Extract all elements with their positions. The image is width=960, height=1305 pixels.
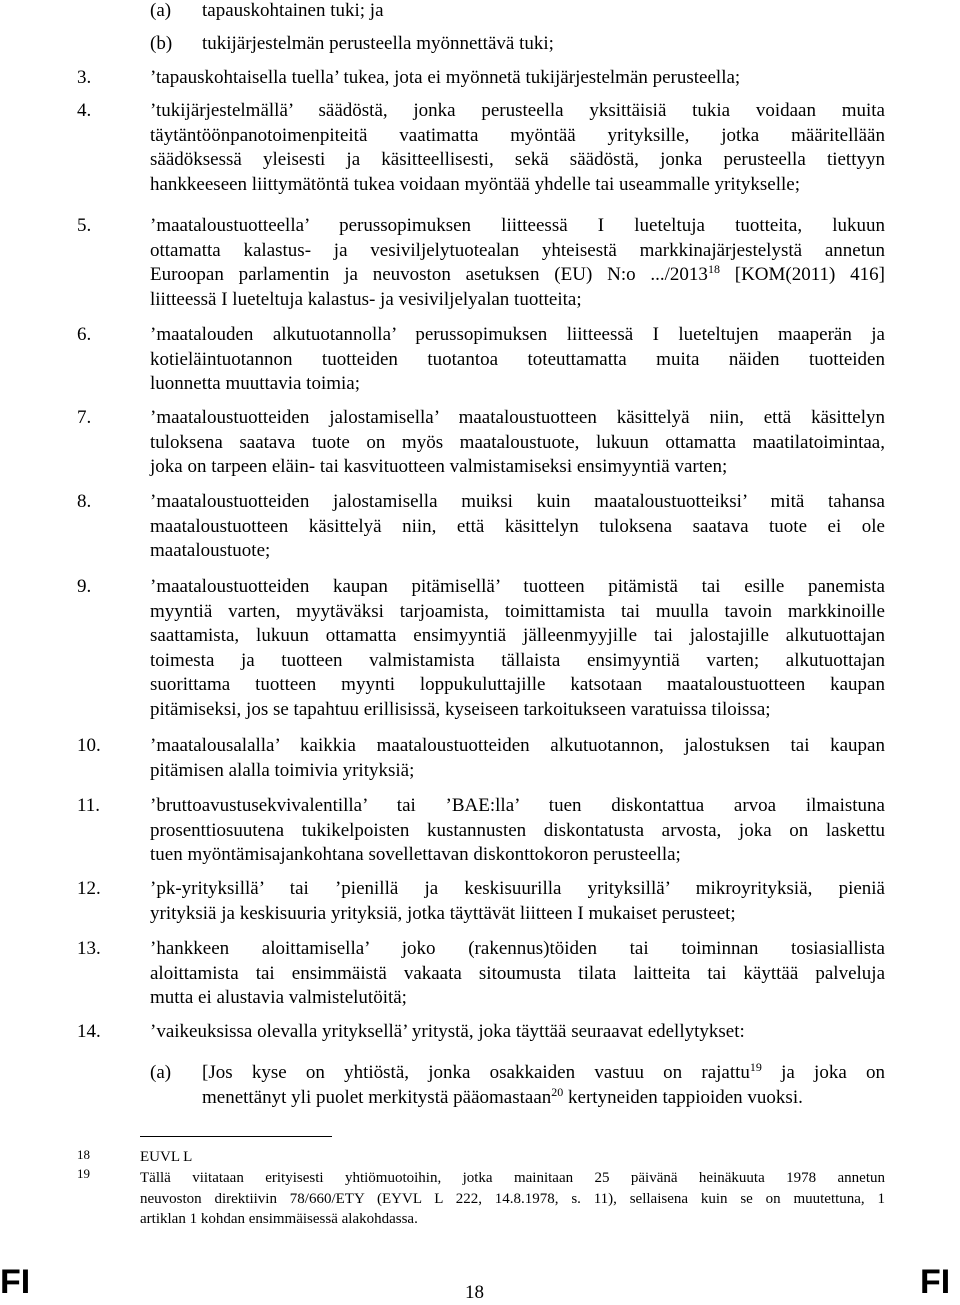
text-line: tuen myöntämisajankohtana sovellettavan diskonttokoron perusteella; bbox=[150, 844, 681, 865]
text-line: ’tukijärjestelmällä’ säädöstä, jonka perusteella yksittäisiä tukia voidaan muita bbox=[150, 100, 885, 121]
text-line: ’maataloustuotteiden kaupan pitämisellä’ tuotteen pitämistä tai esille panemista bbox=[150, 576, 885, 597]
definition-number: 5. bbox=[77, 215, 92, 236]
footnote-line: EUVL L bbox=[140, 1149, 193, 1165]
text-line: ’maataloustuotteiden jalostamisella’ maataloustuotteen käsittelyä niin, että käsittelyn bbox=[150, 407, 885, 428]
text-line: pitämisen alalla toimivia yrityksiä; bbox=[150, 759, 415, 781]
text-line: ottamatta kalastus- ja vesiviljelytuotealan yhteisestä markkinajärjestelystä annetun bbox=[150, 239, 885, 261]
text-part: menettänyt yli puolet merkitystä pääomastaan bbox=[202, 1086, 552, 1108]
definition-number: 6. bbox=[77, 324, 92, 345]
text-line: ’maataloustuotteiden jalostamisella muiksi kuin maataloustuotteiksi’ mitä tahansa bbox=[150, 491, 885, 512]
footnote-ref-20: 20 bbox=[551, 1084, 564, 1099]
text-line-with-footnote bbox=[202, 1086, 885, 1111]
text-line: ’tapauskohtaisella tuella’ tukea, jota ei myönnetä tukijärjestelmän perusteella; bbox=[150, 67, 741, 88]
text-line: ’maataloustuotteella’ perussopimuksen liitteessä I lueteltuja tuotteita, lukuun bbox=[150, 215, 885, 236]
definition-text bbox=[150, 1020, 885, 1045]
footer-language-right: FI bbox=[920, 1263, 951, 1301]
footnote-line: Tällä viitataan erityisesti yhtiömuotoihin, jotka mainitaan 25 päivänä heinäkuuta 1978 annetun bbox=[140, 1170, 885, 1186]
definition-text bbox=[150, 575, 885, 722]
definition-number: 4. bbox=[77, 100, 92, 121]
footer-language-left: FI bbox=[0, 1263, 31, 1301]
definition-number: 12. bbox=[77, 878, 101, 899]
text-line: kotieläintuotannon tuotteiden tuotantoa toteuttamatta muita näiden tuotteiden bbox=[150, 348, 885, 370]
footnote-number-18: 18 bbox=[77, 1147, 90, 1162]
text-line: täytäntöönpanotoimenpiteitä vaatimatta myöntää yrityksille, jotka määritellään bbox=[150, 124, 885, 146]
text-line: pitämiseksi, jos se tapahtuu erillisissä, kyseiseen tarkoitukseen varatuissa tiloissa; bbox=[150, 698, 771, 720]
page-number: 18 bbox=[465, 1282, 484, 1303]
text-line: ’maatalouden alkutuotannolla’ perussopimuksen liitteessä I lueteltujen maaperän ja bbox=[150, 324, 885, 345]
text-line: hankkeeseen liittymätöntä tukea voidaan myöntää yhdelle tai useammalle yritykselle; bbox=[150, 173, 801, 195]
text-part: kertyneiden tappioiden vuoksi. bbox=[563, 1086, 803, 1108]
text-line: säädöksessä yleisesti ja käsitteellisesti, sekä säädöstä, jonka perusteella tiettyyn bbox=[150, 149, 885, 170]
definition-number: 3. bbox=[77, 67, 92, 88]
item-label: (b) bbox=[150, 33, 173, 54]
definition-text bbox=[150, 99, 885, 197]
text-part: [Jos kyse on yhtiöstä, jonka osakkaiden vastuu on rajattu bbox=[202, 1062, 750, 1083]
item-text: tukijärjestelmän perusteella myönnettävä tuki; bbox=[202, 33, 554, 54]
text-line: aloittamista tai ensimmäistä vakaata sitoumusta tilata laitteita tai käyttää palveluja bbox=[150, 962, 885, 984]
definition-text bbox=[150, 877, 885, 926]
definition-number: 7. bbox=[77, 407, 92, 428]
text-line: mutta ei alustavia valmistelutöitä; bbox=[150, 987, 407, 1008]
item-text bbox=[202, 1061, 885, 1110]
text-line: ’pk-yrityksillä’ tai ’pienillä ja keskisuurilla yrityksillä’ mikroyrityksiä, pieniä bbox=[150, 878, 885, 899]
text-line: ’bruttoavustusekvivalentilla’ tai ’BAE:lla’ tuen diskontattua arvoa ilmaistuna bbox=[150, 795, 885, 816]
footnote-18 bbox=[140, 1147, 885, 1168]
text-line: ’vaikeuksissa olevalla yrityksellä’ yritystä, joka täyttää seuraavat edellytykset: bbox=[150, 1021, 745, 1042]
text-line: myyntiä varten, myytäväksi tarjoamista, toimittamista tai muulla tavoin markkinoille bbox=[150, 600, 885, 622]
text-line-with-footnote bbox=[202, 1061, 885, 1086]
item-label: (a) bbox=[150, 1062, 172, 1083]
footnote-line: neuvoston direktiivin 78/660/ETY (EYVL L 222, 14.8.1978, s. 11), sellaisena kuin se on muutettuna, 1 bbox=[140, 1190, 885, 1207]
text-line: maataloustuote; bbox=[150, 540, 271, 561]
definition-text bbox=[150, 66, 885, 91]
text-line: saattamista, lukuun ottamatta ensimyyntiä jälleenmyyjille tai jalostajille alkutuottajan bbox=[150, 625, 885, 646]
item-text: tapauskohtainen tuki; ja bbox=[202, 0, 384, 21]
footnote-ref-18: 18 bbox=[707, 262, 720, 276]
text-line: suorittama tuotteen myynti loppukuluttajille katsotaan maataloustuotteen kaupan bbox=[150, 674, 885, 695]
text-part: [KOM(2011) 416] bbox=[719, 264, 885, 285]
text-part: Euroopan parlamentin ja neuvoston asetuksen (EU) N:o .../2013 bbox=[150, 264, 708, 285]
definition-text bbox=[150, 734, 885, 783]
text-line: yrityksiä ja keskisuuria yrityksiä, jotka täyttävät liitteen I mukaiset perusteet; bbox=[150, 902, 736, 924]
text-line: tuloksena saatava tuote on myös maataloustuote, lukuun ottamatta maatilatoimintaa, bbox=[150, 431, 885, 453]
definition-text bbox=[150, 794, 885, 868]
footnote-number-19: 19 bbox=[77, 1166, 90, 1181]
definition-text bbox=[150, 490, 885, 564]
definition-number: 14. bbox=[77, 1021, 101, 1042]
definition-number: 10. bbox=[77, 735, 101, 756]
footnote-19 bbox=[140, 1168, 885, 1230]
text-line: liitteessä I lueteltuja kalastus- ja vesiviljelyalan tuotteita; bbox=[150, 288, 582, 310]
definition-text bbox=[150, 323, 885, 397]
definition-text bbox=[150, 406, 885, 480]
text-line: maataloustuotteen käsittelyä niin, että käsittelyn tuloksena saatava tuote ei ole bbox=[150, 515, 885, 537]
definition-text bbox=[150, 214, 885, 312]
definition-number: 13. bbox=[77, 938, 101, 959]
text-line: ’maatalousalalla’ kaikkia maataloustuotteiden alkutuotannon, jalostuksen tai kaupan bbox=[150, 735, 885, 756]
footnote-line: artiklan 1 kohdan ensimmäisessä alakohdassa. bbox=[140, 1211, 418, 1227]
footnote-separator bbox=[140, 1136, 332, 1137]
item-label: (a) bbox=[150, 0, 172, 21]
text-part: ja joka on bbox=[761, 1062, 885, 1083]
text-line: luonnetta muuttavia toimia; bbox=[150, 373, 361, 394]
text-line-with-footnote bbox=[150, 263, 885, 288]
definition-number: 11. bbox=[77, 795, 101, 816]
text-line: joka on tarpeen eläin- tai kasvituotteen valmistamiseksi ensimyyntiä varten; bbox=[150, 456, 728, 477]
text-line: prosenttiosuutena tukikelpoisten kustannusten diskontatusta arvosta, joka on laskettu bbox=[150, 819, 885, 841]
footnote-ref-19: 19 bbox=[749, 1060, 762, 1074]
text-line: ’hankkeen aloittamisella’ joko (rakennus)töiden tai toiminnan tosiasiallista bbox=[150, 938, 885, 959]
definition-number: 8. bbox=[77, 491, 92, 512]
definition-number: 9. bbox=[77, 576, 92, 597]
text-line: toimesta ja tuotteen valmistamista tällaista ensimyyntiä varten; alkutuottajan bbox=[150, 649, 885, 671]
definition-text bbox=[150, 937, 885, 1011]
